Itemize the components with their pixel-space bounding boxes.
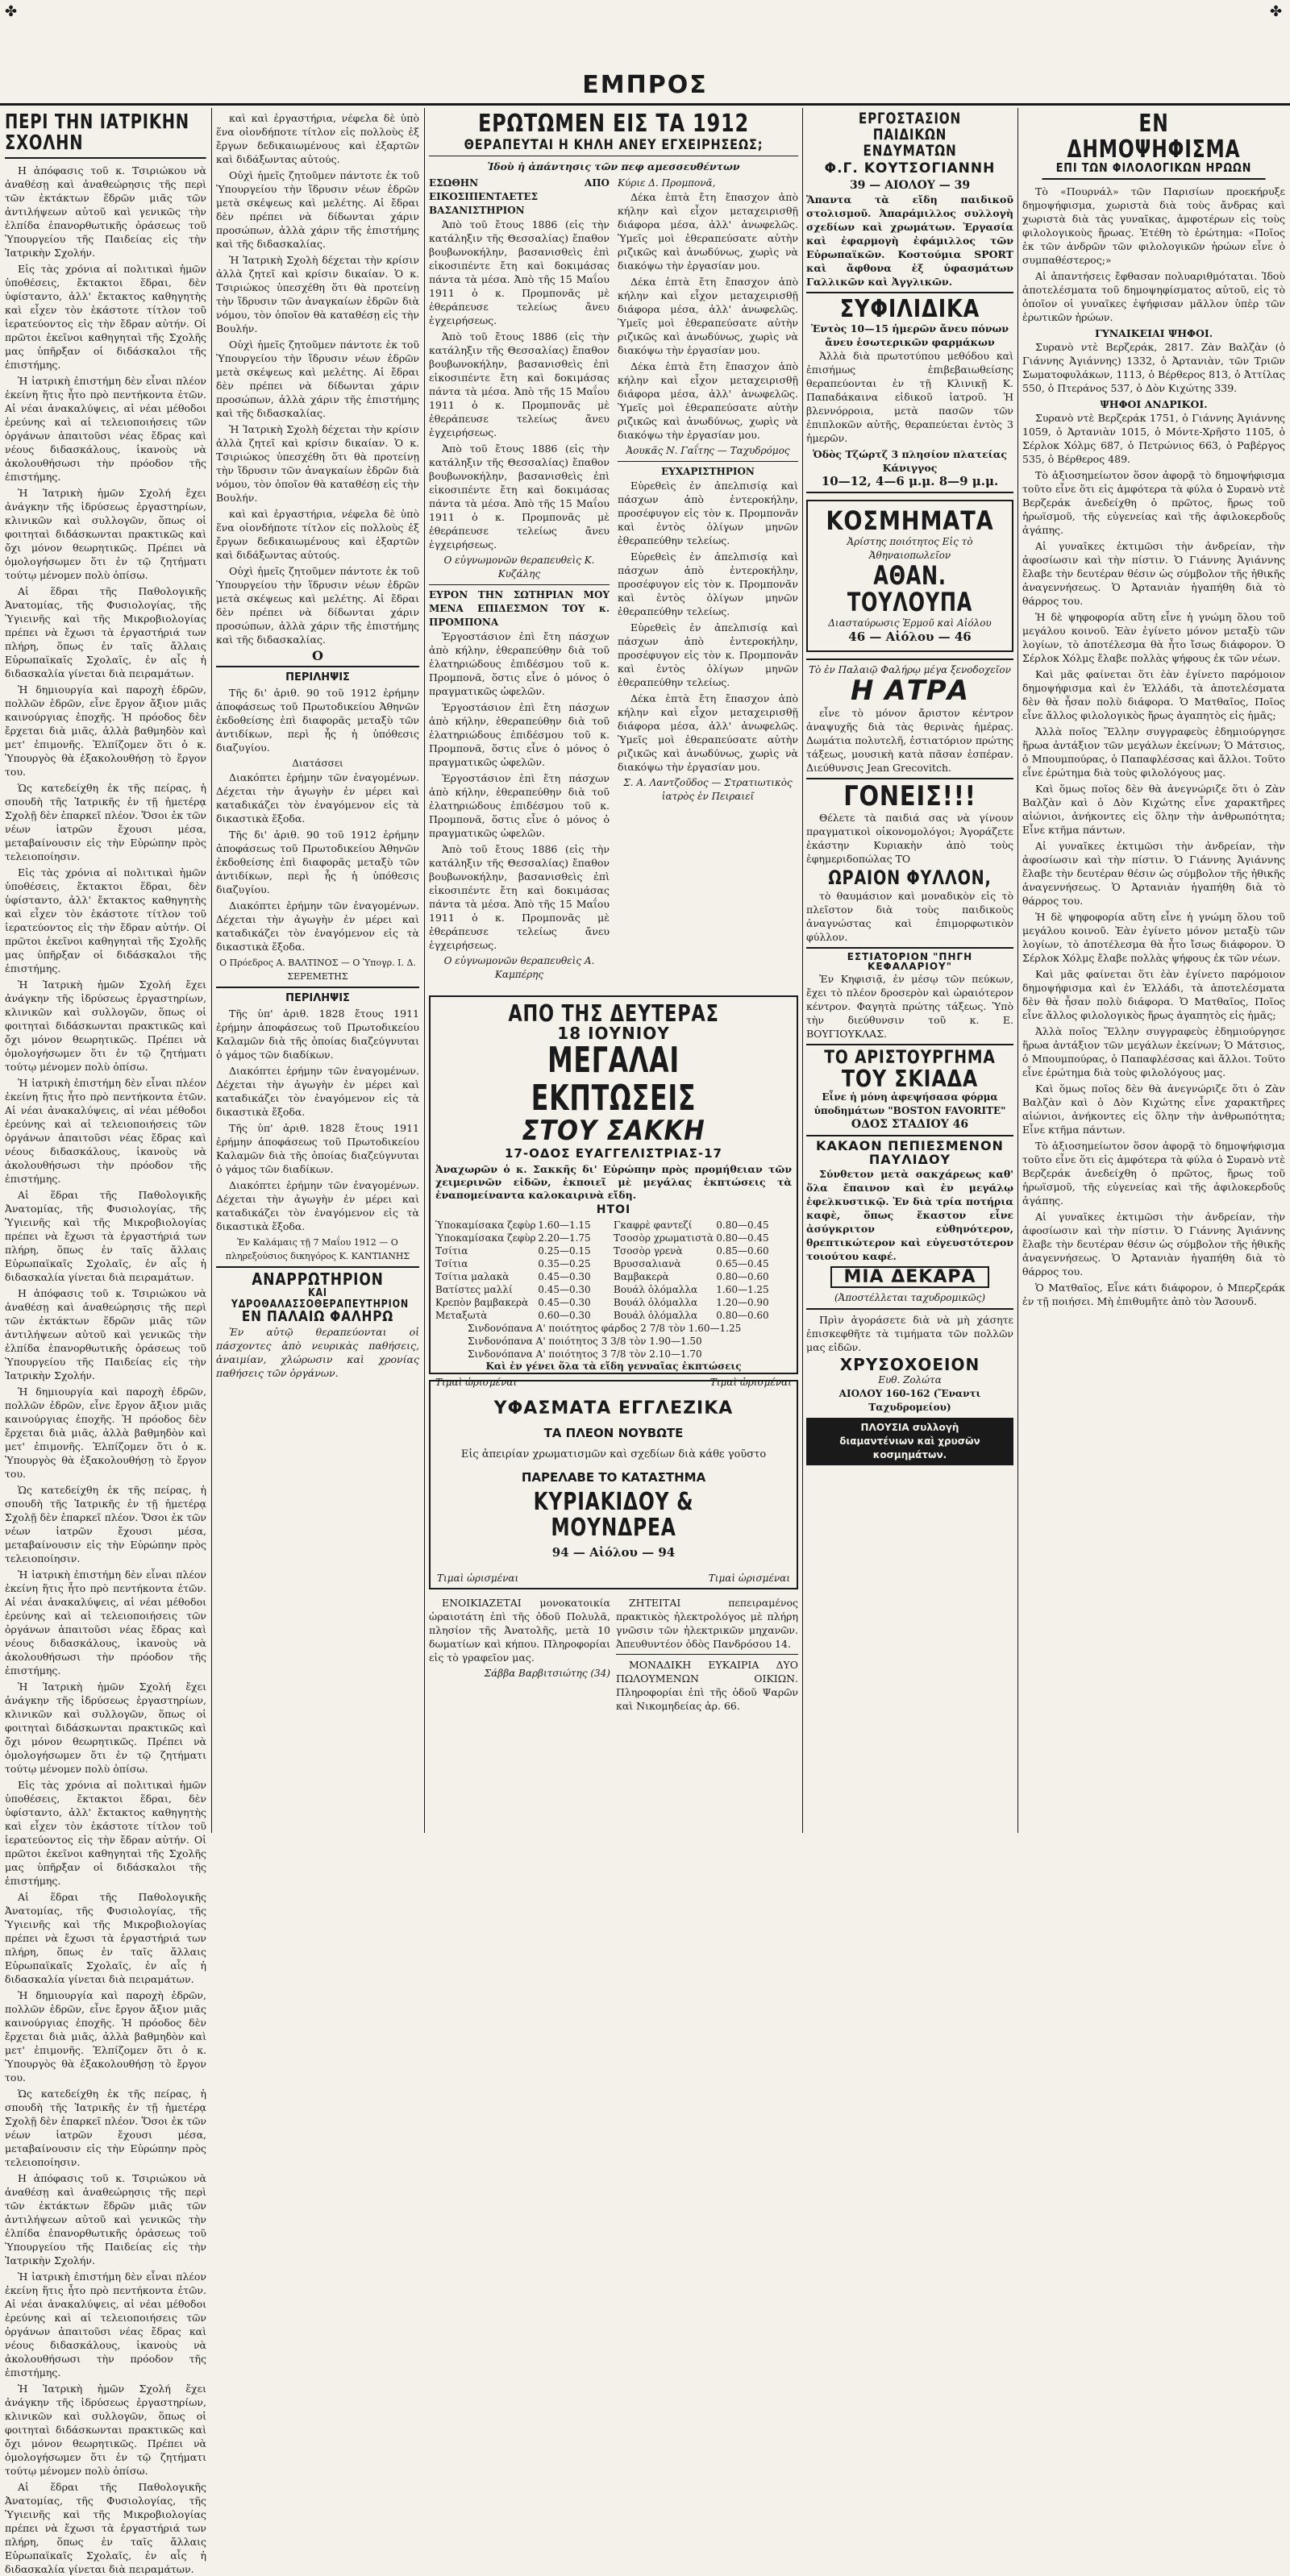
article-paragraph: Ἡ ἰατρικὴ ἐπιστήμη δὲν εἶναι πλέον ἐκείνη ἥτις ἦτο πρὸ πεντήκοντα ἐτῶν. Αἱ νέαι ἀνακαλύψεις, αἱ νέαι μέθοδοι ἐρεύνης καὶ αἱ τελειοποιήσεις τῶν ὀργάνων ἀπαιτοῦσι νέας ἔδρας καὶ νέους διδασκάλους, ἱκανοὺς νὰ ἀκολουθήσωσι τὴν πρόοδον τῆς ἐπιστήμης.	[5, 374, 206, 483]
fixed-price-label: Τιμαὶ ὡρισμέναι	[437, 1573, 519, 1585]
ad-name: ΩΡΑΙΟΝ ΦΥΛΛΟΝ,	[828, 866, 992, 890]
fixed-price-label: Τιμαὶ ὡρισμέναι	[435, 1376, 518, 1388]
jewelry-ad	[806, 500, 1013, 652]
notice-text: Διακόπτει ἐρήμην τῶν ἐναγομένων. Δέχεται τὴν ἀγωγὴν ἐν μέρει καὶ καταδικάζει τὸν ἐναγόμενον εἰς τὰ δικαστικὰ ἔξοδα.	[216, 1065, 419, 1118]
article-paragraph: Εἰς τὰς χρόνια αἱ πολιτικαὶ ἡμῶν ὑποθέσεις, ἔκτακτοι ἕδραι, δὲν ὑφίσταντο, ἀλλ' ἔκτακτος καθηγητὴς καὶ εἶχεν τὸν ἑκάστοτε τίτλον τοῦ ἱερατεύοντος εἰς τὴν ἔδραν αὐτήν. Οἱ πρῶτοι ἐκεῖνοι καθηγηταὶ τῆς Σχολῆς μας ὑπῆρξαν οἱ διδάσκαλοι τῆς ἐπιστήμης.	[5, 262, 206, 371]
sale-date: 18 ΙΟΥΝΙΟΥ	[557, 1024, 670, 1044]
testimonial-signature: Ο εὐγνωμονῶν θεραπευθεὶς Α. Καμπέρης	[443, 955, 595, 981]
testimonial-text: Δέκα ἑπτὰ ἔτη ἔπασχον ἀπὸ κήλην καὶ εἶχον μεταχειρισθῇ διάφορα μέσα, ἀλλ' ἀνωφελῶς. Ὑμεῖς μοὶ ἐθεραπεύσατε αὐτὴν ριζικῶς καὶ ἀνωδύνως, χωρὶς νὰ διακόψω τὴν ἐργασίαν μου.	[618, 360, 798, 442]
ad-title: ΧΡΥΣΟΧΟΕΙΟΝ	[839, 1354, 980, 1374]
article-paragraph: Οὐχὶ ἡμεῖς ζητοῦμεν πάντοτε ἐκ τοῦ Ὑπουργείου τὴν ἵδρυσιν νέων ἐδρῶν μετὰ σκέψεως καὶ μελέτης. Αἱ ἔδραι δὲν πρέπει νὰ δίδωνται χάριν προσώπων, ἀλλὰ χάριν τῆς ἐπιστήμης καὶ τῆς διδασκαλίας.	[216, 339, 419, 419]
ad-title: ΑΝΑΡΡΩΤΗΡΙΟΝ	[252, 1269, 384, 1289]
top-strip	[0, 0, 1290, 24]
masthead-title: ΕΜΠΡΟΣ	[582, 71, 708, 99]
classified-text: ΜΟΝΑΔΙΚΗ ΕΥΚΑΙΡΙΑ ΔΥΟ ΠΩΛΟΥΜΕΝΩΝ ΟΙΚΙΩΝ. Πληροφορίαι ἐπὶ τῆς ὁδοῦ Ψαρῶν καὶ Νικομηδείας ἀρ. 66.	[616, 1659, 798, 1712]
testimonial-text: Εὑρεθεὶς ἐν ἀπελπισίᾳ καὶ πάσχων ἀπὸ ἐντεροκήλην, προσέφυγον εἰς τὸν κ. Προμπονᾶν καὶ ἐντὸς ὀλίγων μηνῶν ἐθεραπεύθην τελείως.	[618, 551, 798, 618]
item-price: 0.45—0.30	[538, 1270, 591, 1282]
article-paragraph: Οὐχὶ ἡμεῖς ζητοῦμεν πάντοτε ἐκ τοῦ Ὑπουργείου τὴν ἵδρυσιν νέων ἐδρῶν μετὰ σκέψεως καὶ μελέτης. Αἱ ἔδραι δὲν πρέπει νὰ δίδωνται χάριν προσώπων, ἀλλὰ χάριν τῆς ἐπιστήμης καὶ τῆς διδασκαλίας.	[216, 565, 419, 646]
classified-signature: Σάββα Βαρβιτσιώτης (34)	[484, 1668, 610, 1679]
notice-text: Τῆς ὑπ' ἀριθ. 1828 ἔτους 1911 ἐρήμην ἀποφάσεως τοῦ Πρωτοδικείου Καλαμῶν διὰ τῆς ὁποίας διαζεύγνυται ὁ γάμος τῶν διαδίκων.	[216, 1008, 419, 1061]
fabrics-line: Εἰς ἀπειρίαν χρωματισμῶν καὶ σχεδίων διὰ κάθε γοῦστο	[460, 1448, 767, 1461]
column-5	[1022, 111, 1285, 1828]
article-subtitle: ΘΕΡΑΠΕΥΤΑΙ Η ΚΗΛΗ ΑΝΕΥ ΕΓΧΕΙΡΗΣΕΩΣ;	[464, 136, 764, 153]
article-subtitle: ΕΠΙ ΤΩΝ ΦΙΛΟΛΟΓΙΚΩΝ ΗΡΩΩΝ	[1042, 162, 1265, 180]
ad-price: ΜΙΑ ΔΕΚΑΡΑ	[830, 1266, 989, 1288]
testimonial-text: Εὑρεθεὶς ἐν ἀπελπισίᾳ καὶ πάσχων ἀπὸ ἐντεροκήλην, προσέφυγον εἰς τὸν κ. Προμπονᾶν καὶ ἐντὸς ὀλίγων μηνῶν ἐθεραπεύθην τελείως.	[618, 480, 798, 547]
testimonial-text: Δέκα ἑπτὰ ἔτη ἔπασχον ἀπὸ κήλην καὶ εἶχον μεταχειρισθῇ διάφορα μέσα, ἀλλ' ἀνωφελῶς. Ὑμεῖς μοὶ ἐθεραπεύσατε αὐτὴν ριζικῶς καὶ ἀνωδύνως, χωρὶς νὰ διακόψω τὴν ἐργασίαν μου.	[618, 191, 798, 272]
fixed-price-label: Τιμαὶ ὡρισμέναι	[710, 1376, 792, 1388]
item-name: Τσίτια	[435, 1244, 468, 1257]
column-divider	[424, 108, 425, 1833]
article-paragraph: Ἀλλὰ ποῖος Ἕλλην συγγραφεὺς ἐδημιούργησε ἥρωα ἀντάξιον τῶν μεγάλων ἐκείνων; Ὁ Μάτσιος, ὁ Μπουμπούρας, ὁ Παπαφλέσσας καὶ ἄλλοι. Τοῦτο εἶνε ἐρώτημα διὰ τοὺς φιλολόγους μας.	[1022, 725, 1285, 779]
divider	[616, 1654, 798, 1655]
ad-text: Ἅπαντα τὰ εἴδη παιδικοῦ στολισμοῦ. Ἀπαράμιλλος συλλογὴ σχεδίων καὶ χρωμάτων. Ἐργασία καὶ ἐφαρμογὴ ἐφάμιλλος τῶν Εὐρωπαϊκῶν. Κοστούμια SPORT καὶ ἄφθονα ἐξ ὑφασμάτων Γαλλικῶν καὶ Ἀγγλικῶν.	[806, 193, 1013, 288]
article-paragraph: Συρανὸ ντὲ Βερζεράκ 1751, ὁ Γιάννης Ἀγιάννης 1059, ὁ Ἀρτανιὰν 1015, ὁ Μόντε-Χρῆστο 1105, ὁ Σέρλοκ Χόλμς 687, ὁ Πετρώνιος 663, ὁ Ραβέργος 535, ὁ Βέρθερος 489.	[1022, 411, 1285, 465]
article-paragraph: Η ἀπόφασις τοῦ κ. Τσιριώκου νὰ ἀναθέσῃ καὶ ἀναθεώρησις τῆς περὶ τῶν ἐκτάκτων ἕδρῶν μιᾶς τῶν ἀντιλήψεων αὐτοῦ καὶ γενικῶς τὴν ἐλπίδα ἐπανορθωτικῆς ὁράσεως τοῦ Ὑπουργείου τῆς Παιδείας εἰς τὴν Ἰατρικὴν Σχολήν.	[5, 164, 206, 259]
article-paragraph: Τὸ «Πουρνάλ» τῶν Παρισίων προεκήρυξε δημοψήφισμα, χωριστὰ διὰ τοὺς ἄνδρας καὶ χωριστὰ διὰ τὰς γυναῖκας, ἀμφοτέρων εἰς τοὺς φιλολογικοὺς ἥρωας. Ἐτέθη τὸ ἐρώτημα: «Ποῖος ἐκ τῶν ἀνδρῶν τῶν φιλολογικῶν ἡρώων εἶνε ὁ συμπαθέστερος;»	[1022, 185, 1285, 266]
item-name: Ὑποκαμίσακα ζεφὺρ	[435, 1219, 536, 1231]
testimonial-heading: Κύριε Δ. Προμπονᾶ,	[618, 177, 716, 189]
column-4-ads	[806, 111, 1013, 1828]
item-name: Βαμβακερὰ	[614, 1270, 669, 1282]
testimonial-text: Ἀπὸ τοῦ ἔτους 1886 (εἰς τὴν κατάληξιν τῆς Θεσσαλίας) ἔπαθον βουβωνοκήλην, βασανισθεὶς ἐπὶ εἰκοσιπέντε ἔτη καὶ δοκιμάσας πάντα τὰ μέσα. Ἀπὸ τῆς 15 Μαΐου 1911 ὁ κ. Προμπονᾶς μὲ ἐθεράπευσε τελείως ἄνευ ἐγχειρήσεως.	[429, 330, 610, 439]
ad-number: 46 — Αἰόλου — 46	[848, 629, 972, 644]
ad-name: ΑΘΑΝ. ΤΟΥΛΟΥΠΑ	[847, 559, 973, 618]
article-paragraph: Συρανὸ ντὲ Βερζεράκ, 2817. Ζὰν Βαλζὰν (ὁ Γιάννης Ἀγιάννης) 1332, ὁ Ἀρτανιὰν, τῶν Τριῶν Σωματοφυλάκων, 1113, ὁ Βέρθερος 813, ὁ Ἀττίλας 550, ὁ Πτεράνος 537, ὁ Δὸν Κιχώτης 339.	[1022, 340, 1285, 394]
notice-text: Διακόπτει ἐρήμην τῶν ἐναγομένων. Δέχεται τὴν ἀγωγὴν ἐν μέρει καὶ καταδικάζει τὸν ἐναγόμενον εἰς τὰ δικαστικὰ ἔξοδα.	[216, 1179, 419, 1232]
item-price: 0.80—0.60	[716, 1270, 769, 1282]
testimonial-text: Ἐργοστάσιον ἐπὶ ἔτη πάσχων ἀπὸ κήλην, ἐθεραπεύθην διὰ τοῦ ἐλατηριώδους ἐπιδέσμου τοῦ κ. Προμπονᾶ, ὅστις εἶνε ὁ μόνος ὁ πραγματικῶς ὠφελῶν.	[429, 630, 610, 698]
article-title: ΕΡΩΤΩΜΕΝ ΕΙΣ ΤΑ 1912	[477, 110, 750, 138]
item-name: Βουάλ ὁλόμαλλα	[614, 1309, 698, 1321]
ad-text: Θέλετε τὰ παιδιά σας νὰ γίνουν πραγματικοὶ οἰκονομολόγοι; Ἀγοράζετε ἑκάστην Κυριακὴν ἀπὸ τοὺς ἐφημεριδοπώλας ΤΟ	[806, 812, 1013, 866]
divider	[806, 1135, 1013, 1136]
ad-note: (Ἀποστέλλεται ταχυδρομικῶς)	[834, 1291, 985, 1303]
fabrics-received: ΠΑΡΕΛΑΒΕ ΤΟ ΚΑΤΑΣΤΗΜΑ	[521, 1470, 706, 1485]
ad-subtitle: Ἐντὸς 10—15 ἡμερῶν ἄνευ πόνων ἄνευ ἐσωτερικῶν φαρμάκων	[810, 322, 1009, 349]
divider	[216, 1266, 419, 1268]
classified-text: ΕΝΟΙΚΙΑΖΕΤΑΙ μονοκατοικία ὡραιοτάτη ἐπὶ τῆς ὁδοῦ Πολυλᾶ, πλησίον τῆς Ἀνατολῆς, μετὰ 10 δωματίων καὶ κήπου. Πληροφορίαι εἰς τὸ γραφεῖον μας.	[429, 1597, 610, 1664]
sale-store: ΣΤΟΥ ΣΑΚΚΗ	[522, 1114, 705, 1147]
classified-left	[429, 1596, 610, 1826]
article-paragraph: Ἡ ἰατρικὴ ἐπιστήμη δὲν εἶναι πλέον ἐκείνη ἥτις ἦτο πρὸ πεντήκοντα ἐτῶν. Αἱ νέαι ἀνακαλύψεις, αἱ νέαι μέθοδοι ἐρεύνης καὶ αἱ τελειοποιήσεις τῶν ὀργάνων ἀπαιτοῦσι νέας ἔδρας καὶ νέους διδασκάλους, ἱκανοὺς νὰ ἀκολουθήσωσι τὴν πρόοδον τῆς ἐπιστήμης.	[5, 1076, 206, 1185]
ad-text: Σύνθετον μετὰ σακχάρεως καθ' ὅλα ἔπαινον καὶ ἐν μεγάλῳ ἐφελκυστικῷ. Ἐν διὰ τρία ποτήρια καφὲ, ὅπως ἕκαστον εἶνε ἀσύγκριτον εὐθηνότερον, θρεπτικώτερον καὶ εὐγευστότερον τοιούτου καφέ.	[806, 1167, 1013, 1262]
price-row	[435, 1219, 792, 1232]
item-price: 1.20—0.90	[716, 1296, 769, 1308]
item-name: Βρυσσαλιανὰ	[614, 1257, 681, 1269]
article-paragraph: Ἡ ἰατρικὴ ἐπιστήμη δὲν εἶναι πλέον ἐκείνη ἥτις ἦτο πρὸ πεντήκοντα ἐτῶν. Αἱ νέαι ἀνακαλύψεις, αἱ νέαι μέθοδοι ἐρεύνης καὶ αἱ τελειοποιήσεις τῶν ὀργάνων ἀπαιτοῦσι νέας ἔδρας καὶ νέους διδασκάλους, ἱκανοὺς νὰ ἀκολουθήσωσι τὴν πρόοδον τῆς ἐπιστήμης.	[5, 1568, 206, 1676]
divider	[429, 584, 610, 585]
classified-text: ΖΗΤΕΙΤΑΙ πεπειραμένος πρακτικὸς ἠλεκτρολόγος μὲ πλήρη γνῶσιν τῶν ἠλεκτρικῶν μηχανῶν. Ἀπευθυντέον ὁδὸς Πανδρόσου 14.	[616, 1597, 798, 1650]
article-paragraph: Ἡ δὲ ψηφοφορία αὕτη εἶνε ἡ γνώμη ὅλου τοῦ μεγάλου κοινοῦ. Ἐὰν ἐγίνετο μόνον μεταξὺ τῶν λογίων, τὸ ἀποτέλεσμα θὰ ἦτο ἴσως διάφορον. Ὁ Σέρλοκ Χόλμς ἔλαβε πολλὰς ψήφους ἐκ τῶν νέων.	[1022, 610, 1285, 664]
price-extra: Σινδονόπανα Α' ποιότητος 3 7/8 τὸν 2.10—1.70	[468, 1348, 702, 1360]
testimonial-text: Ἐργοστάσιον ἐπὶ ἔτη πάσχων ἀπὸ κήλην, ἐθεραπεύθην διὰ τοῦ ἐλατηριώδους ἐπιδέσμου τοῦ κ. Προμπονᾶ, ὅστις εἶνε ὁ μόνος ὁ πραγματικῶς ὠφελῶν.	[429, 772, 610, 840]
testimonial-text: Δέκα ἑπτὰ ἔτη ἔπασχον ἀπὸ κήλην καὶ εἶχον μεταχειρισθῇ διάφορα μέσα, ἀλλ' ἀνωφελῶς. Ὑμεῖς μοὶ ἐθεραπεύσατε αὐτὴν ριζικῶς καὶ ἀνωδύνως, χωρὶς νὰ διακόψω τὴν ἐργασίαν μου.	[618, 692, 798, 774]
item-price: 0.45—0.30	[538, 1296, 591, 1308]
ad-title: ΕΡΓΟΣΤΑΣΙΟΝ ΠΑΙΔΙΚΩΝ ΕΝΔΥΜΑΤΩΝ	[858, 110, 962, 160]
fabrics-store: ΚΥΡΙΑΚΙΔΟΥ & ΜΟΥΝΔΡΕΑ	[533, 1488, 694, 1542]
article-paragraph: Αἱ γυναῖκες ἐκτιμῶσι τὴν ἀνδρείαν, τὴν ἀφοσίωσιν καὶ τὴν πίστιν. Ὁ Γιάννης Ἀγιάννης ἔλαβε τὴν δευτέραν θέσιν ὡς σύμβολον τῆς ἠθικῆς ἀναγεννήσεως. Ὁ Ἀρτανιὰν ἠγαπήθη διὰ τὸ θάρρος του.	[1022, 1210, 1285, 1278]
ad-title: ΕΝ ΠΑΛΑΙΩ ΦΑΛΗΡΩ	[241, 1308, 394, 1326]
article-paragraph: Καὶ ὅμως ποῖος δὲν θὰ ἀνεγνώριζε ὅτι ὁ Ζὰν Βαλζὰν καὶ ὁ Δὸν Κιχώτης εἶνε χαρακτῆρες αἰώνιοι, ἀνήκοντες εἰς ὅλην τὴν ἀνθρωπότητα; Εἶνε κτῆμα πάντων.	[1022, 782, 1285, 836]
price-row	[435, 1309, 792, 1322]
sale-headline: ΜΕΓΑΛΑΙ ΕΚΠΤΩΣΕΙΣ	[531, 1040, 697, 1119]
divider	[806, 292, 1013, 293]
sale-advertisement	[429, 995, 798, 1388]
price-extra: Καὶ ἐν γένει ὅλα τὰ εἴδη γενναῖας ἐκπτώσεις	[485, 1360, 742, 1372]
notice-text: Διακόπτει ἐρήμην τῶν ἐναγομένων. Δέχεται τὴν ἀγωγὴν ἐν μέρει καὶ καταδικάζει τὸν ἐναγόμενον εἰς τὰ δικαστικὰ ἔξοδα.	[216, 771, 419, 825]
article-paragraph: Ἡ Ἰατρικὴ Σχολὴ δέχεται τὴν κρίσιν ἀλλὰ ζητεῖ καὶ κρίσιν δικαίαν. Ὁ κ. Τσιριώκος ὑπεσχέθη ὅτι θὰ προτείνῃ τὴν ἵδρυσιν τῶν ἀναγκαίων ἐδρῶν διὰ νόμου, τὸν ὁποῖον θὰ καταθέσῃ εἰς τὴν Βουλήν.	[216, 423, 419, 504]
divider	[216, 987, 419, 988]
testimonial-text: Ἐργοστάσιον ἐπὶ ἔτη πάσχων ἀπὸ κήλην, ἐθεραπεύθην διὰ τοῦ ἐλατηριώδους ἐπιδέσμου τοῦ κ. Προμπονᾶ, ὅστις εἶνε ὁ μόνος ὁ πραγματικῶς ὠφελῶν.	[429, 701, 610, 769]
article-signature: Ο	[312, 648, 323, 663]
item-price: 1.60—1.15	[538, 1219, 591, 1231]
testimonial-heading: ΕΥΧΑΡΙΣΤΗΡΙΟΝ	[661, 466, 755, 478]
testimonial-text: Ἀπὸ τοῦ ἔτους 1886 (εἰς τὴν κατάληξιν τῆς Θεσσαλίας) ἔπαθον βουβωνοκήλην, βασανισθεὶς ἐπὶ εἰκοσιπέντε ἔτη καὶ δοκιμάσας πάντα τὰ μέσα. Ἀπὸ τῆς 15 Μαΐου 1911 ὁ κ. Προμπονᾶς μὲ ἐθεράπευσε τελείως ἄνευ ἐγχειρήσεως.	[429, 218, 610, 327]
ad-title: ΚΑΚΑΟΝ ΠΕΠΙΕΣΜΕΝΟΝ ΠΑΥΛΙΔΟΥ	[816, 1138, 1004, 1167]
item-price: 1.60—1.25	[716, 1283, 769, 1295]
ad-title: ΓΟΝΕΙΣ!!!	[843, 779, 976, 812]
notice-title: ΠΕΡΙΛΗΨΙΣ	[285, 671, 350, 683]
divider	[806, 659, 1013, 660]
divider	[806, 1308, 1013, 1310]
notice-text: Διακόπτει ἐρήμην τῶν ἐναγομένων. Δέχεται τὴν ἀγωγὴν ἐν μέρει καὶ καταδικάζει τὸν ἐναγόμενον εἰς τὰ δικαστικὰ ἔξοδα.	[216, 900, 419, 953]
article-paragraph: Αἱ ἕδραι τῆς Παθολογικῆς Ἀνατομίας, τῆς Φυσιολογίας, τῆς Ὑγιεινῆς καὶ τῆς Μικροβιολογίας πρέπει νὰ ἔχωσι τὰ ἐργαστήριά των πλήρη, ὅπως ἐν ταῖς ἄλλαις Εὐρωπαϊκαῖς Σχολαῖς, ἐν αἷς ἡ διδασκαλία γίνεται διὰ πειραμάτων.	[5, 584, 206, 679]
ad-owner: Φ.Γ. ΚΟΥΤΣΟΓΙΑΝΝΗ	[824, 160, 996, 177]
item-name: Γκαφρὲ φαντεζί	[614, 1219, 693, 1231]
ad-title: ΚΑΙ ΥΔΡΟΘΑΛΑΣΣΟΘΕΡΑΠΕΥΤΗΡΙΟΝ	[231, 1287, 409, 1311]
ad-note: ΠΛΟΥΣΙΑ συλλογὴ διαμαντένιων καὶ χρυσῶν κοσμημάτων.	[806, 1418, 1013, 1465]
divider	[216, 666, 419, 667]
divider	[618, 461, 798, 462]
column-1	[5, 110, 206, 2575]
masthead-rule	[0, 103, 1290, 106]
ad-title: ΤΟ ΑΡΙΣΤΟΥΡΓΗΜΑ	[824, 1047, 996, 1068]
testimonial-signature: Ο εὐγνωμονῶν θεραπευθεὶς Κ. Κυζάλης	[443, 555, 595, 580]
price-row	[435, 1283, 792, 1296]
column-divider	[802, 108, 803, 1833]
testimonial-text: Εὑρεθεὶς ἐν ἀπελπισίᾳ καὶ πάσχων ἀπὸ ἐντεροκήλην, προσέφυγον εἰς τὸν κ. Προμπονᾶν καὶ ἐντὸς ὀλίγων μηνῶν ἐθεραπεύθην τελείως.	[618, 621, 798, 689]
article-paragraph: Καὶ μᾶς φαίνεται ὅτι ἐὰν ἐγίνετο παρόμοιον δημοψήφισμα καὶ ἐν Ἑλλάδι, τὰ ἀποτελέσματα δὲν θὰ ἦσαν πολὺ διάφορα. Ὁ Ματθαῖος, Ποῖος εἶνε ἄλλος φιλολογικὸς ἥρως ἀγαπητὸς εἰς ἡμᾶς;	[1022, 967, 1285, 1021]
testimonial-heading: ΕΥΡΟΝ ΤΗΝ ΣΩΤΗΡΙΑΝ ΜΟΥ ΜΕΝΑ ΕΠΙΔΕΣΜΟΝ ΤΟΥ κ. ΠΡΟΜΠΟΝΑ	[429, 589, 610, 629]
item-name: Τσοσὸρ γρενὰ	[614, 1244, 683, 1257]
item-name: Τσοσὸρ χρωματιστὰ	[614, 1232, 714, 1244]
price-extra: Σινδονόπανα Α' ποιότητος φάρδος 2 7/8 τὸν 1.60—1.25	[468, 1322, 742, 1334]
column-divider	[211, 108, 212, 1833]
testimonials	[429, 177, 798, 982]
article-paragraph: Αἱ ἕδραι τῆς Παθολογικῆς Ἀνατομίας, τῆς Φυσιολογίας, τῆς Ὑγιεινῆς καὶ τῆς Μικροβιολογίας πρέπει νὰ ἔχωσι τὰ ἐργαστήριά των πλήρη, ὅπως ἐν ταῖς ἄλλαις Εὐρωπαϊκαῖς Σχολαῖς, ἐν αἷς ἡ διδασκαλία γίνεται διὰ πειραμάτων.	[5, 1188, 206, 1283]
notice-signature: Ἐν Καλάμαις τῇ 7 Μαΐου 1912 — Ο πληρεξούσιος δικηγόρος Κ. ΚΑΝΤΙΑΝΗΣ	[225, 1237, 410, 1261]
item-name: Μεταξωτὰ	[435, 1309, 488, 1321]
article-paragraph: Ὡς κατεδείχθη ἐκ τῆς πείρας, ἡ σπουδὴ τῆς Ἰατρικῆς ἐν τῇ ἡμετέρᾳ Σχολῇ δὲν ἐπαρκεῖ πλέον. Ὅσοι ἐκ τῶν νέων ἰατρῶν ἔχουσι μέσα, μεταβαίνουσιν εἰς τὴν Εὐρώπην πρὸς τελειοποίησιν.	[5, 781, 206, 862]
article-paragraph: Ἡ Ἰατρικὴ ἡμῶν Σχολή ἔχει ἀνάγκην τῆς ἱδρύσεως ἐργαστηρίων, κλινικῶν καὶ συλλογῶν, ὅπως οἱ φοιτηταὶ διδάσκωνται πρακτικῶς καὶ ὄχι μόνον θεωρητικῶς. Πρέπει νὰ ὁμολογήσωμεν ὅτι ἐν τῷ ζητήματι τούτῳ μένομεν πολὺ ὀπίσω.	[5, 978, 206, 1073]
ad-text: τὸ θαυμάσιον καὶ μοναδικὸν εἰς τὸ πλεῖστον διὰ τοὺς παιδικοὺς ἀναγνώστας καὶ ἐπιμορφωτικὸν φύλλον.	[806, 889, 1013, 943]
divider	[806, 778, 1013, 779]
article-paragraph: Καὶ μᾶς φαίνεται ὅτι ἐὰν ἐγίνετο παρόμοιον δημοψήφισμα καὶ ἐν Ἑλλάδι, τὰ ἀποτελέσματα δὲν θὰ ἦσαν πολὺ διάφορα. Ὁ Ματθαῖος, Ποῖος εἶνε ἄλλος φιλολογικὸς ἥρως ἀγαπητὸς εἰς ἡμᾶς;	[1022, 667, 1285, 721]
article-paragraph: Ἡ δημιουργία καὶ παροχὴ ἐδρῶν, πολλῶν ἐδρῶν, εἶνε ἔργον ἄξιον μιᾶς καινούργιας ἐποχῆς. Ἡ πρόοδος δὲν ἔρχεται διὰ μιᾶς, ἀλλὰ βαθμηδὸν καὶ μετ' ἐπιμονῆς. Ἐλπίζομεν ὅτι ὁ κ. Ὑπουργὸς θὰ ἐξακολουθήσῃ τὸ ἔργον του.	[5, 683, 206, 778]
column-divider	[1017, 108, 1018, 1833]
testimonial-text: Δέκα ἑπτὰ ἔτη ἔπασχον ἀπὸ κήλην καὶ εἶχον μεταχειρισθῇ διάφορα μέσα, ἀλλ' ἀνωφελῶς. Ὑμεῖς μοὶ ἐθεραπεύσατε αὐτὴν ριζικῶς καὶ ἀνωδύνως, χωρὶς νὰ διακόψω τὴν ἐργασίαν μου.	[618, 276, 798, 357]
article-paragraph: Ἀλλὰ ποῖος Ἕλλην συγγραφεὺς ἐδημιούργησε ἥρωα ἀντάξιον τῶν μεγάλων ἐκείνων; Ὁ Μάτσιος, ὁ Μπουμπούρας, ὁ Παπαφλέσσας καὶ ἄλλοι. Τοῦτο εἶνε ἐρώτημα διὰ τοὺς φιλολόγους μας.	[1022, 1024, 1285, 1078]
ad-text: Εἶνε ἡ μόνη ἀφεψήσασα φόρμα ὑποδημάτων "BOSTON FAVORITE"	[814, 1091, 1006, 1117]
article-title: ΕΝ ΔΗΜΟΨΗΦΙΣΜΑ	[1067, 110, 1241, 164]
ad-address: 39 — ΑΙΟΛΟΥ — 39	[849, 178, 971, 192]
item-name: Ὑποκαμίσακα ζεφὺρ	[435, 1232, 536, 1244]
ad-address: ΑΙΟΛΟΥ 160-162 (Ἔναντι Ταχυδρομείου)	[838, 1387, 981, 1413]
sale-address: 17-ΟΔΟΣ ΕΥΑΓΓΕΛΙΣΤΡΙΑΣ-17	[505, 1146, 722, 1161]
article-paragraph: Καὶ ὅμως ποῖος δὲν θὰ ἀνεγνώριζε ὅτι ὁ Ζὰν Βαλζὰν καὶ ὁ Δὸν Κιχώτης εἶνε χαρακτῆρες αἰώνιοι, ἀνήκοντες εἰς ὅλην τὴν ἀνθρωπότητα; Εἶνε κτῆμα πάντων.	[1022, 1082, 1285, 1136]
article-paragraph: Ἡ Ἰατρικὴ ἡμῶν Σχολή ἔχει ἀνάγκην τῆς ἱδρύσεως ἐργαστηρίων, κλινικῶν καὶ συλλογῶν, ὅπως οἱ φοιτηταὶ διδάσκωνται πρακτικῶς καὶ ὄχι μόνον θεωρητικῶς. Πρέπει νὰ ὁμολογήσωμεν ὅτι ἐν τῷ ζητήματι τούτῳ μένομεν πολὺ ὀπίσω.	[5, 486, 206, 581]
item-price: 0.80—0.45	[716, 1219, 769, 1231]
price-row	[435, 1257, 792, 1270]
notice-subtitle: Διατάσσει	[292, 758, 343, 769]
article-paragraph: Ἡ Ἰατρικὴ Σχολὴ δέχεται τὴν κρίσιν ἀλλὰ ζητεῖ καὶ κρίσιν δικαίαν. Ὁ κ. Τσιριώκος ὑπεσχέθη ὅτι θὰ προτείνῃ τὴν ἵδρυσιν τῶν ἀναγκαίων ἐδρῶν διὰ νόμου, τὸν ὁποῖον θὰ καταθέσῃ εἰς τὴν Βουλήν.	[216, 254, 419, 334]
item-price: 0.35—0.25	[538, 1257, 591, 1269]
notice-signature: Ο Πρόεδρος Α. ΒΑΛΤΙΝΟΣ — Ο Ὑπογρ. Ι. Δ. ΣΕΡΕΜΕΤΗΣ	[219, 958, 416, 982]
article-paragraph: Ἡ Ἰατρικὴ ἡμῶν Σχολή ἔχει ἀνάγκην τῆς ἱδρύσεως ἐργαστηρίων, κλινικῶν καὶ συλλογῶν, ὅπως οἱ φοιτηταὶ διδάσκωνται πρακτικῶς καὶ ὄχι μόνον θεωρητικῶς. Πρέπει νὰ ὁμολογήσωμεν ὅτι ἐν τῷ ζητήματι τούτῳ μένομεν πολὺ ὀπίσω.	[5, 2382, 206, 2477]
item-name: Κρεπὸν βαμβακερὰ	[435, 1296, 529, 1308]
article-paragraph: Ἡ Ἰατρικὴ ἡμῶν Σχολή ἔχει ἀνάγκην τῆς ἱδρύσεως ἐργαστηρίων, κλινικῶν καὶ συλλογῶν, ὅπως οἱ φοιτηταὶ διδάσκωνται πρακτικῶς καὶ ὄχι μόνον θεωρητικῶς. Πρέπει νὰ ὁμολογήσωμεν ὅτι ἐν τῷ ζητήματι τούτῳ μένομεν πολὺ ὀπίσω.	[5, 1680, 206, 1775]
price-extra: Σινδονόπανα Α' ποιότητος 3 3/8 τὸν 1.90—1.50	[468, 1335, 702, 1347]
item-name: Βουάλ ὁλόμαλλα	[614, 1283, 698, 1295]
ad-title: ΕΣΤΙΑΤΟΡΙΟΝ "ΠΗΓΗ ΚΕΦΑΛΑΡΙΟΥ"	[847, 950, 973, 973]
fixed-price-label: Τιμαὶ ὡρισμέναι	[708, 1573, 790, 1585]
sale-line: ΑΠΟ ΤΗΣ ΔΕΥΤΕΡΑΣ	[508, 1000, 719, 1027]
article-paragraph: Αἱ ἀπαντήσεις ἔφθασαν πολυαριθμόταται. Ἰδοὺ ἀποτελέσματα τοῦ δημοψηφίσματος αὐτοῦ, εἰς τὸ ὁποῖον οἱ γυναῖκες ἐψήφισαν μᾶλλον ὑπὲρ τῶν ἐρωτικῶν ἡρώων.	[1022, 269, 1285, 323]
article-paragraph: καὶ καὶ ἐργαστήρια, νέφελα δὲ ὑπὸ ἕνα οἰονδήποτε τίτλον εἰς πολλοὺς ἐξ ἔργων δεδικαιωμένους καὶ ἐξαρτῶν καὶ διδάξωντας αὐτούς.	[216, 112, 419, 165]
ornament-icon: ✤	[1270, 3, 1283, 20]
article-paragraph: Αἱ ἕδραι τῆς Παθολογικῆς Ἀνατομίας, τῆς Φυσιολογίας, τῆς Ὑγιεινῆς καὶ τῆς Μικροβιολογίας πρέπει νὰ ἔχωσι τὰ ἐργαστήριά των πλήρη, ὅπως ἐν ταῖς ἄλλαις Εὐρωπαϊκαῖς Σχολαῖς, ἐν αἷς ἡ διδασκαλία γίνεται διὰ πειραμάτων.	[5, 2480, 206, 2575]
ad-address: Διασταύρωσις Ἑρμοῦ καὶ Αἰόλου	[828, 617, 992, 629]
article-paragraph: Αἱ γυναῖκες ἐκτιμῶσι τὴν ἀνδρείαν, τὴν ἀφοσίωσιν καὶ τὴν πίστιν. Ὁ Γιάννης Ἀγιάννης ἔλαβε τὴν δευτέραν θέσιν ὡς σύμβολον τῆς ἠθικῆς ἀναγεννήσεως. Ὁ Ἀρτανιὰν ἠγαπήθη διὰ τὸ θάρρος του.	[1022, 839, 1285, 907]
divider	[806, 492, 1013, 493]
ad-text: Ἐν Κηφισιᾷ, ἐν μέσῳ τῶν πεύκων, ἔχει τὸ πλέον δροσερὸν καὶ ὡραιότερον κέντρον. Φαγητὰ πρώτης τάξεως. Ὑπὸ τὴν διεύθυνσιν τοῦ κ. Ε. ΒΟΥΓΙΟΥΚΛΑΣ.	[806, 972, 1013, 1040]
testimonial-text: Ἀπὸ τοῦ ἔτους 1886 (εἰς τὴν κατάληξιν τῆς Θεσσαλίας) ἔπαθον βουβωνοκήλην, βασανισθεὶς ἐπὶ εἰκοσιπέντε ἔτη καὶ δοκιμάσας πάντα τὰ μέσα. Ἀπὸ τῆς 15 Μαΐου 1911 ὁ κ. Προμπονᾶς μὲ ἐθεράπευσε τελείως ἄνευ ἐγχειρήσεως.	[429, 442, 610, 551]
article-paragraph: Ἡ δημιουργία καὶ παροχὴ ἐδρῶν, πολλῶν ἐδρῶν, εἶνε ἔργον ἄξιον μιᾶς καινούργιας ἐποχῆς. Ἡ πρόοδος δὲν ἔρχεται διὰ μιᾶς, ἀλλὰ βαθμηδὸν καὶ μετ' ἐπιμονῆς. Ἐλπίζομεν ὅτι ὁ κ. Ὑπουργὸς θὰ ἐξακολουθήσῃ τὸ ἔργον του.	[5, 1385, 206, 1480]
article-paragraph: Τὸ ἀξιοσημείωτον ὅσον ἀφορᾷ τὸ δημοψήφισμα τοῦτο εἶνε ὅτι εἰς ἀμφότερα τὰ φύλα ὁ Συρανὸ ντὲ Βερζεράκ ἀνεδείχθη ὁ πρῶτος, ἥρως τοῦ ἡρωϊσμοῦ, τῆς εὐγενείας καὶ τῆς ἀφιλοκερδοῦς ἀγάπης.	[1022, 468, 1285, 536]
testimonial-text: Ἀπὸ τοῦ ἔτους 1886 (εἰς τὴν κατάληξιν τῆς Θεσσαλίας) ἔπαθον βουβωνοκήλην, βασανισθεὶς ἐπὶ εἰκοσιπέντε ἔτη καὶ δοκιμάσας πάντα τὰ μέσα. Ἀπὸ τῆς 15 Μαΐου 1911 ὁ κ. Προμπονᾶς μὲ ἐθεράπευσε τελείως ἄνευ ἐγχειρήσεως.	[429, 843, 610, 952]
fabrics-title: ΥΦΑΣΜΑΤΑ ΕΓΓΛΕΖΙΚΑ	[493, 1398, 734, 1419]
article-paragraph: Εἰς τὰς χρόνια αἱ πολιτικαὶ ἡμῶν ὑποθέσεις, ἔκτακτοι ἕδραι, δὲν ὑφίσταντο, ἀλλ' ἔκτακτος καθηγητὴς καὶ εἶχεν τὸν ἑκάστοτε τίτλον τοῦ ἱερατεύοντος εἰς τὴν ἔδραν αὐτήν. Οἱ πρῶτοι ἐκεῖνοι καθηγηταὶ τῆς Σχολῆς μας ὑπῆρξαν οἱ διδάσκαλοι τῆς ἐπιστήμης.	[5, 1778, 206, 1887]
ad-text: Ἐν αὐτῷ θεραπεύονται οἱ πάσχοντες ἀπὸ νευρικὰς παθήσεις, ἀναιμίαν, χλώρωσιν καὶ χρονίας παθήσεις τῶν ὀργάνων.	[216, 1326, 419, 1380]
article-paragraph: καὶ καὶ ἐργαστήρια, νέφελα δὲ ὑπὸ ἕνα οἰονδήποτε τίτλον εἰς πολλοὺς ἐξ ἔργων δεδικαιωμένους καὶ ἐξαρτῶν καὶ διδάξωντας αὐτούς.	[216, 508, 419, 561]
article-paragraph: Η ἀπόφασις τοῦ κ. Τσιριώκου νὰ ἀναθέσῃ καὶ ἀναθεώρησις τῆς περὶ τῶν ἐκτάκτων ἕδρῶν μιᾶς τῶν ἀντιλήψεων αὐτοῦ καὶ γενικῶς τὴν ἐλπίδα ἐπανορθωτικῆς ὁράσεως τοῦ Ὑπουργείου τῆς Παιδείας εἰς τὴν Ἰατρικὴν Σχολήν.	[5, 2171, 206, 2266]
item-name: Τσίτια μαλακὰ	[435, 1270, 510, 1282]
article-paragraph: Αἱ ἕδραι τῆς Παθολογικῆς Ἀνατομίας, τῆς Φυσιολογίας, τῆς Ὑγιεινῆς καὶ τῆς Μικροβιολογίας πρέπει νὰ ἔχωσι τὰ ἐργαστήριά των πλήρη, ὅπως ἐν ταῖς ἄλλαις Εὐρωπαϊκαῖς Σχολαῖς, ἐν αἷς ἡ διδασκαλία γίνεται διὰ πειραμάτων.	[5, 1890, 206, 1985]
ornament-icon: ✤	[5, 3, 18, 20]
price-row	[435, 1270, 792, 1283]
ad-text: Πρὶν ἀγοράσετε διὰ νὰ μὴ χάσητε ἐπισκεφθῆτε τὰ τιμήματα τῶν πολλῶν μας εἰδῶν.	[806, 1313, 1013, 1353]
item-price: 0.80—0.60	[716, 1309, 769, 1321]
testimonial-heading: ΕΣΩΘΗΝ ΑΠΟ ΕΙΚΟΣΙΠΕΝΤΑΕΤΕΣ ΒΑΣΑΝΙΣΤΗΡΙΟΝ	[429, 177, 610, 217]
item-price: 2.20—1.75	[538, 1232, 591, 1244]
fabrics-address: 94 — Αἰόλου — 94	[551, 1545, 676, 1560]
ad-title: ΤΟΥ ΣΚΙΑΔΑ	[841, 1065, 979, 1092]
ad-address: Ὁδὸς Τζώρτζ 3 πλησίον πλατείας Κάνιγγος	[813, 448, 1007, 475]
item-name: Βατίστες μαλλί	[435, 1283, 513, 1295]
section-heading: ΓΥΝΑΙΚΕΙΑΙ ΨΗΦΟΙ.	[1094, 326, 1213, 339]
prices-title: ΗΤΟΙ	[596, 1203, 631, 1217]
item-name: Τσίτια	[435, 1257, 468, 1269]
item-price: 0.60—0.30	[538, 1309, 591, 1321]
item-price: 0.45—0.30	[538, 1283, 591, 1295]
price-table	[435, 1219, 792, 1322]
ad-name: Ευθ. Ζολώτα	[878, 1373, 942, 1386]
article-paragraph: Ἡ ἰατρικὴ ἐπιστήμη δὲν εἶναι πλέον ἐκείνη ἥτις ἦτο πρὸ πεντήκοντα ἐτῶν. Αἱ νέαι ἀνακαλύψεις, αἱ νέαι μέθοδοι ἐρεύνης καὶ αἱ τελειοποιήσεις τῶν ὀργάνων ἀπαιτοῦσι νέας ἔδρας καὶ νέους διδασκάλους, ἱκανοὺς νὰ ἀκολουθήσωσι τὴν πρόοδον τῆς ἐπιστήμης.	[5, 2270, 206, 2379]
article-paragraph: Ὡς κατεδείχθη ἐκ τῆς πείρας, ἡ σπουδὴ τῆς Ἰατρικῆς ἐν τῇ ἡμετέρᾳ Σχολῇ δὲν ἐπαρκεῖ πλέον. Ὅσοι ἐκ τῶν νέων ἰατρῶν ἔχουσι μέσα, μεταβαίνουσιν εἰς τὴν Εὐρώπην πρὸς τελειοποίησιν.	[5, 2087, 206, 2168]
notice-title: ΠΕΡΙΛΗΨΙΣ	[285, 992, 350, 1004]
fixed-price-row	[437, 1573, 790, 1584]
ad-title: ΚΟΣΜΗΜΑΤΑ	[826, 505, 994, 537]
divider	[806, 947, 1013, 949]
ad-title: ΣΥΦΙΛΙΔΙΚΑ	[839, 294, 980, 323]
ad-title: Η ΑΤΡΑ	[850, 674, 970, 707]
item-price: 0.25—0.15	[538, 1244, 591, 1257]
article-paragraph: Τὸ ἀξιοσημείωτον ὅσον ἀφορᾷ τὸ δημοψήφισμα τοῦτο εἶνε ὅτι εἰς ἀμφότερα τὰ φύλα ὁ Συρανὸ ντὲ Βερζεράκ ἀνεδείχθη ὁ πρῶτος, ἥρως τοῦ ἡρωϊσμοῦ, τῆς εὐγενείας καὶ τῆς ἀφιλοκερδοῦς ἀγάπης.	[1022, 1139, 1285, 1207]
article-paragraph: Οὐχὶ ἡμεῖς ζητοῦμεν πάντοτε ἐκ τοῦ Ὑπουργείου τὴν ἵδρυσιν νέων ἐδρῶν μετὰ σκέψεως καὶ μελέτης. Αἱ ἔδραι δὲν πρέπει νὰ δίδωνται χάριν προσώπων, ἀλλὰ χάριν τῆς ἐπιστήμης καὶ τῆς διδασκαλίας.	[216, 169, 419, 250]
testimonial-right	[618, 177, 798, 982]
article-paragraph: Ἡ δημιουργία καὶ παροχὴ ἐδρῶν, πολλῶν ἐδρῶν, εἶνε ἔργον ἄξιον μιᾶς καινούργιας ἐποχῆς. Ἡ πρόοδος δὲν ἔρχεται διὰ μιᾶς, ἀλλὰ βαθμηδὸν καὶ μετ' ἐπιμονῆς. Ἐλπίζομεν ὅτι ὁ κ. Ὑπουργὸς θὰ ἐξακολουθήσῃ τὸ ἔργον του.	[5, 1988, 206, 2084]
ad-subtitle: Ἀρίστης ποιότητος Εἰς τὸ Ἀθηναιοπωλεῖον	[847, 535, 973, 561]
ad-pre: Τὸ ἐν Παλαιῷ Φαλήρῳ μέγα ξενοδοχεῖον	[809, 663, 1011, 675]
column-2	[216, 111, 419, 1828]
notice-text: Τῆς δι' ἀριθ. 90 τοῦ 1912 ἐρήμην ἀποφάσεως τοῦ Πρωτοδικείου Ἀθηνῶν ἐκδοθείσης ἐπὶ διαφορᾶς μεταξὺ τῶν ἀντιδίκων, περὶ ἧς ἡ ὑπόθεσις διαζυγίου.	[216, 687, 419, 754]
price-row	[435, 1244, 792, 1257]
sale-text: Ἀναχωρῶν ὁ κ. Σακκῆς δι' Εὐρώπην πρὸς προμήθειαν τῶν χειμερινῶν εἰδῶν, ἐκποιεῖ μὲ μεγάλας ἐκπτώσεις τὰ ἐναπομείναντα καλοκαιρινὰ εἴδη.	[435, 1163, 792, 1202]
item-price: 0.85—0.60	[716, 1244, 769, 1257]
ad-address: ΟΔΟΣ ΣΤΑΔΙΟΥ 46	[851, 1118, 969, 1132]
divider	[806, 1044, 1013, 1045]
price-row	[435, 1232, 792, 1244]
ad-text: εἶνε τὸ μόνον ἄριστον κέντρον ἀναψυχῆς διὰ τὰς θερινὰς ἡμέρας. Δωμάτια πολυτελῆ, ἐστιατόριον πρώτης τάξεως, μουσικὴ κατὰ πᾶσαν ἑσπέραν. Διεύθυνσις Jean Grecovitch.	[806, 706, 1013, 774]
article-paragraph: Ἡ δὲ ψηφοφορία αὕτη εἶνε ἡ γνώμη ὅλου τοῦ μεγάλου κοινοῦ. Ἐὰν ἐγίνετο μόνον μεταξὺ τῶν λογίων, τὸ ἀποτέλεσμα θὰ ἦτο ἴσως διάφορον. Ὁ Σέρλοκ Χόλμς ἔλαβε πολλὰς ψήφους ἐκ τῶν νέων.	[1022, 910, 1285, 964]
testimonial-signature: Ἀουκᾶς Ν. Γαΐτης — Ταχυδρόμος	[626, 445, 790, 457]
section-heading: ΨΗΦΟΙ ΑΝΔΡΙΚΟΙ.	[1100, 397, 1208, 410]
testimonial-left	[429, 177, 610, 982]
fabrics-advertisement	[429, 1380, 798, 1589]
ad-text: Ἀλλὰ διὰ πρωτοτύπου μεθόδου καὶ ἐπισήμως ἐπιβεβαιωθείσης θεραπεύονται ἐν τῇ Κλινικῇ Κ. Παπαδάκαινα εἰδικοῦ ἰατροῦ. Ἡ βλεννόρροια, μετὰ πασῶν τῶν ἐπιπλοκῶν αὐτῆς, θεραπεύεται ἐντὸς 3 ἡμερῶν.	[806, 350, 1013, 445]
article-paragraph: Η ἀπόφασις τοῦ κ. Τσιριώκου νὰ ἀναθέσῃ καὶ ἀναθεώρησις τῆς περὶ τῶν ἐκτάκτων ἕδρῶν μιᾶς τῶν ἀντιλήψεων αὐτοῦ καὶ γενικῶς τὴν ἐλπίδα ἐπανορθωτικῆς ὁράσεως τοῦ Ὑπουργείου τῆς Παιδείας εἰς τὴν Ἰατρικὴν Σχολήν.	[5, 1286, 206, 1381]
article-paragraph: Αἱ γυναῖκες ἐκτιμῶσι τὴν ἀνδρείαν, τὴν ἀφοσίωσιν καὶ τὴν πίστιν. Ὁ Γιάννης Ἀγιάννης ἔλαβε τὴν δευτέραν θέσιν ὡς σύμβολον τῆς ἠθικῆς ἀναγεννήσεως. Ὁ Ἀρτανιὰν ἠγαπήθη διὰ τὸ θάρρος του.	[1022, 539, 1285, 607]
item-price: 0.80—0.45	[716, 1232, 769, 1244]
item-name: Βουάλ ὁλόμαλλα	[614, 1296, 698, 1308]
item-price: 0.65—0.45	[716, 1257, 769, 1269]
classified-right	[616, 1596, 798, 1826]
price-row	[435, 1296, 792, 1309]
notice-text: Τῆς δι' ἀριθ. 90 τοῦ 1912 ἐρήμην ἀποφάσεως τοῦ Πρωτοδικείου Ἀθηνῶν ἐκδοθείσης ἐπὶ διαφορᾶς μεταξὺ τῶν ἀντιδίκων, περὶ ἧς ἡ ὑπόθεσις διαζυγίου.	[216, 829, 419, 895]
article-intro: Ἰδοὺ ἡ ἀπάντησις τῶν πεφ αμεσσευθέντων	[487, 160, 740, 173]
testimonial-signature: Σ. Α. Λαντζοῦδος — Στρατιωτικὸς ἰατρὸς ἐν Πειραιεῖ	[623, 777, 793, 803]
article-paragraph: Ὡς κατεδείχθη ἐκ τῆς πείρας, ἡ σπουδὴ τῆς Ἰατρικῆς ἐν τῇ ἡμετέρᾳ Σχολῇ δὲν ἐπαρκεῖ πλέον. Ὅσοι ἐκ τῶν νέων ἰατρῶν ἔχουσι μέσα, μεταβαίνουσιν εἰς τὴν Εὐρώπην πρὸς τελειοποίησιν.	[5, 1483, 206, 1564]
article-paragraph: Ὁ Ματθαῖος, Εἶνε κάτι διάφορον, ὁ Μπερζεράκ ἐν τῇ ποιήσει. Μὴ ἐπιθυμῆτε ἀπὸ τὸν Ἄσουνδ.	[1022, 1281, 1285, 1307]
fabrics-subtitle: ΤΑ ΠΛΕΟΝ ΝΟΥΒΩΤΕ	[543, 1426, 684, 1441]
column-3-article	[429, 111, 798, 990]
article-title: ΠΕΡΙ ΤΗΝ ΙΑΤΡΙΚΗΝ ΣΧΟΛΗΝ	[5, 111, 206, 159]
ad-hours: 10—12, 4—6 μ.μ. 8—9 μ.μ.	[821, 474, 999, 489]
notice-text: Τῆς ὑπ' ἀριθ. 1828 ἔτους 1911 ἐρήμην ἀποφάσεως τοῦ Πρωτοδικείου Καλαμῶν διὰ τῆς ὁποίας διαζεύγνυται ὁ γάμος τῶν διαδίκων.	[216, 1122, 419, 1175]
article-paragraph: Εἰς τὰς χρόνια αἱ πολιτικαὶ ἡμῶν ὑποθέσεις, ἔκτακτοι ἕδραι, δὲν ὑφίσταντο, ἀλλ' ἔκτακτος καθηγητὴς καὶ εἶχεν τὸν ἑκάστοτε τίτλον τοῦ ἱερατεύοντος εἰς τὴν ἔδραν αὐτήν. Οἱ πρῶτοι ἐκεῖνοι καθηγηταὶ τῆς Σχολῆς μας ὑπῆρξαν οἱ διδάσκαλοι τῆς ἐπιστήμης.	[5, 866, 206, 974]
